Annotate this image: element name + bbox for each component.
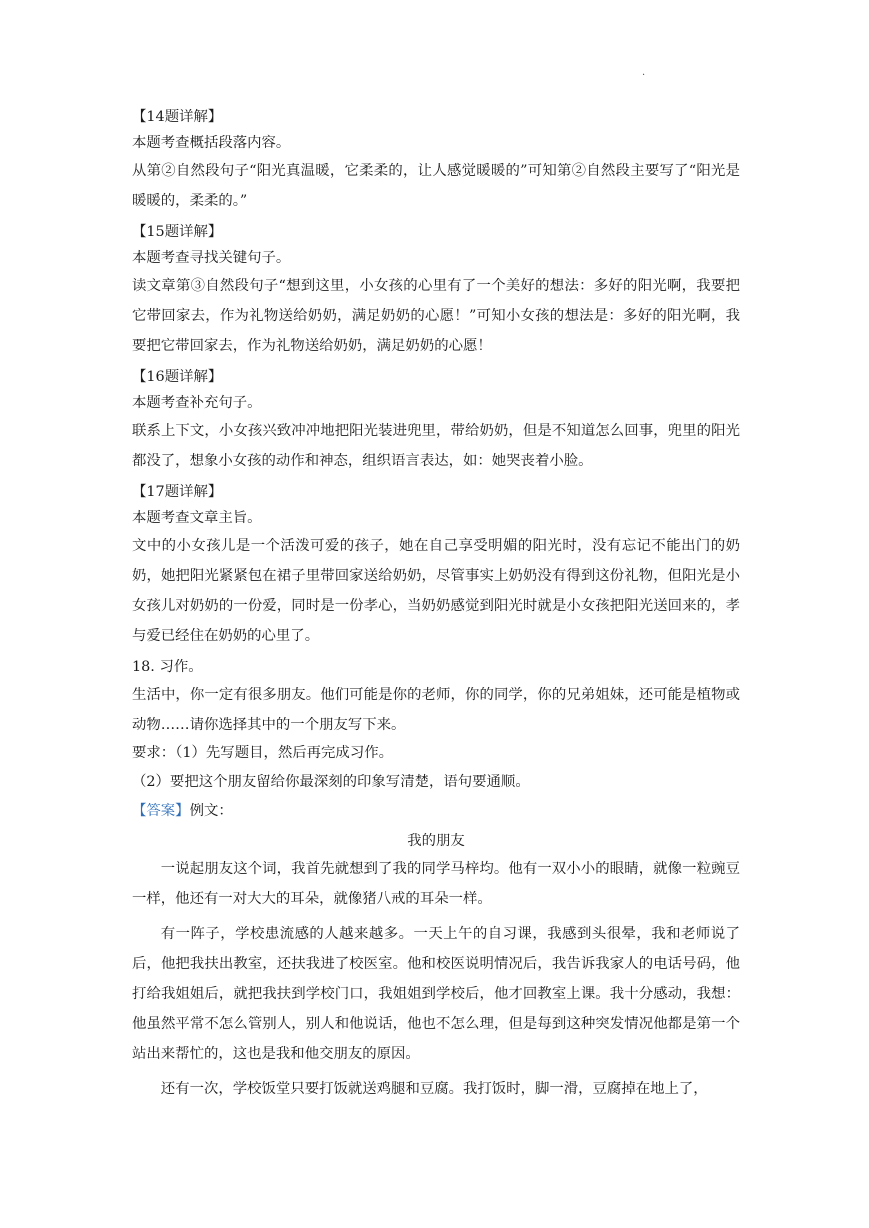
answer-label: 例文：: [189, 803, 233, 819]
q16-analysis: 联系上下文，小女孩兴致冲冲地把阳光装进兜里，带给奶奶，但是不知道怎么回事，兜里的阳光都没了，想象小女孩的动作和神态，组织语言表达，如：她哭丧着小脸。: [132, 423, 740, 469]
q18-prompt: 生活中，你一定有很多朋友。他们可能是你的老师，你的同学，你的兄弟姐妹，还可能是植物或动物……请你选择其中的一个朋友写下来。: [132, 687, 740, 733]
q18-requirement-2: （2）要把这个朋友留给你最深刻的印象写清楚，语句要通顺。: [132, 774, 530, 790]
q16-heading: 【16题详解】: [132, 369, 223, 385]
q17-topic: 本题考查文章主旨。: [132, 510, 262, 526]
q14-heading: 【14题详解】: [132, 109, 223, 125]
essay-title: 我的朋友: [407, 833, 465, 849]
q16-topic: 本题考查补充句子。: [132, 395, 262, 411]
q17-heading: 【17题详解】: [132, 484, 223, 500]
essay-paragraph-3: 还有一次，学校饭堂只要打饭就送鸡腿和豆腐。我打饭时，脚一滑，豆腐掉在地上了，: [160, 1081, 708, 1097]
q15-heading: 【15题详解】: [132, 224, 223, 240]
q14-analysis: 从第②自然段句子“阳光真温暖，它柔柔的，让人感觉暖暖的”可知第②自然段主要写了“阳光是暖暖的，柔柔的。”: [132, 163, 740, 209]
document-body: [132, 104, 740, 1104]
q18-requirement-1: 要求：（1）先写题目，然后再完成习作。: [132, 745, 393, 761]
header-mark: ·: [642, 70, 646, 81]
q14-topic: 本题考查概括段落内容。: [132, 135, 291, 151]
q18-number: 18. 习作。: [132, 659, 203, 675]
essay-paragraph-1: 一说起朋友这个词，我首先就想到了我的同学马梓均。他有一双小小的眼睛，就像一粒豌豆一样，他还有一对大大的耳朵，就像猪八戒的耳朵一样。: [132, 861, 740, 907]
answer-line: [132, 798, 740, 824]
q15-topic: 本题考查寻找关键句子。: [132, 250, 291, 266]
answer-tag: 【答案】: [132, 803, 190, 819]
q15-analysis: 读文章第③自然段句子“想到这里，小女孩的心里有了一个美好的想法：多好的阳光啊，我要把它带回家去，作为礼物送给奶奶，满足奶奶的心愿！”可知小女孩的想法是：多好的阳光啊，我要把它带回家去，作为礼物送给奶奶，满足奶奶的心愿！: [132, 278, 740, 354]
essay-paragraph-2: 有一阵子，学校患流感的人越来越多。一天上午的自习课，我感到头很晕，我和老师说了后，他把我扶出教室，还扶我进了校医室。他和校医说明情况后，我告诉我家人的电话号码，他打给我姐姐后，就把我扶到学校门口，我姐姐到学校后，他才回教室上课。我十分感动，我想：他虽然平常不怎么管别人，别人和他说话，他也不怎么理，但是每到这种突发情况他都是第一个站出来帮忙的，这也是我和他交朋友的原因。: [132, 926, 740, 1062]
q17-analysis: 文中的小女孩儿是一个活泼可爱的孩子，她在自己享受明媚的阳光时，没有忘记不能出门的奶奶，她把阳光紧紧包在裙子里带回家送给奶奶，尽管事实上奶奶没有得到这份礼物，但阳光是小女孩儿对奶奶的一份爱，同时是一份孝心，当奶奶感觉到阳光时就是小女孩把阳光送回来的，孝与爱已经住在奶奶的心里了。: [132, 538, 740, 644]
